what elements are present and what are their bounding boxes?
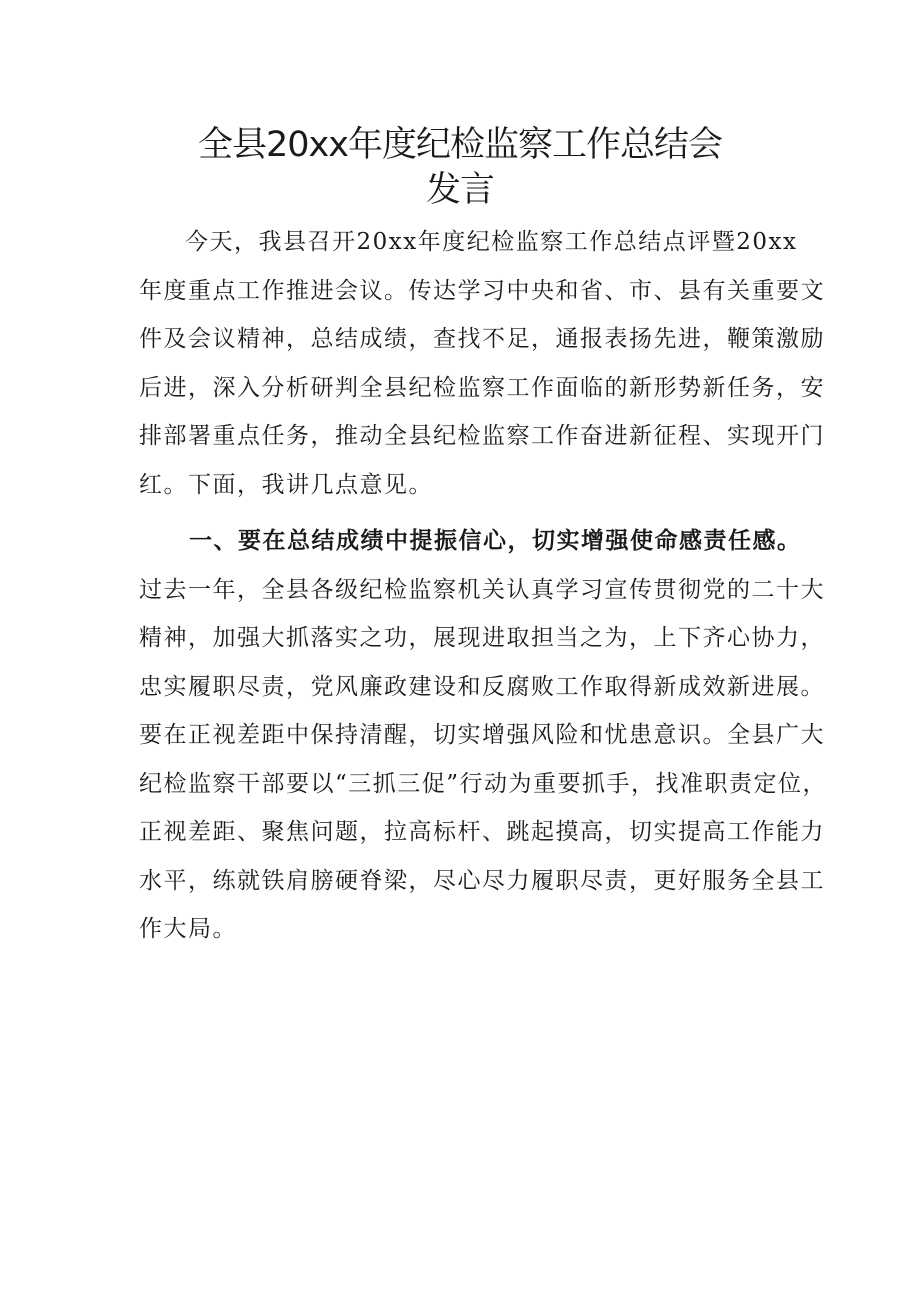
section-1-line: 作大局。 [139, 916, 237, 942]
section-1-line: 水平，练就铁肩膀硬脊梁，尽心尽力履职尽责，更好服务全县工 [139, 867, 825, 894]
section-1 [139, 517, 828, 954]
document-title-line-2: 发言 [425, 170, 494, 210]
section-1-heading: 一、要在总结成绩中提振信心，切实增强使命感责任感。 [189, 527, 802, 554]
section-1-line: 要在正视差距中保持清醒，切实增强风险和忧患意识。全县广大 [139, 722, 825, 748]
intro-line: 后进，深入分析研判全县纪检监察工作面临的新形势新任务，安 [139, 374, 825, 401]
intro-line: 年度重点工作推进会议。传达学习中央和省、市、县有关重要文 [139, 277, 825, 304]
section-1-line: 纪检监察干部要以“三抓三促”行动为重要抓手，找准职责定位， [139, 770, 828, 797]
section-1-line: 正视差距、聚焦问题，拉高标杆、跳起摸高，切实提高工作能力 [139, 819, 825, 845]
section-1-line: 忠实履职尽责，党风廉政建设和反腐败工作取得新成效新进展。 [139, 673, 825, 700]
section-1-line: 过去一年，全县各级纪检监察机关认真学习宣传贯彻党的二十大 [139, 576, 825, 603]
document-title-line-1: 全县20xx年度纪检监察工作总结会 [198, 125, 722, 165]
intro-paragraph [139, 218, 825, 509]
section-1-line: 精神，加强大抓落实之功，展现进取担当之为，上下齐心协力， [139, 625, 825, 651]
intro-line: 件及会议精神，总结成绩，查找不足，通报表扬先进，鞭策激励 [139, 326, 825, 352]
intro-line: 今天，我县召开20xx年度纪检监察工作总结点评暨20xx [185, 229, 798, 255]
intro-line: 红。下面，我讲几点意见。 [139, 471, 433, 498]
intro-line: 排部署重点任务，推动全县纪检监察工作奋进新征程、实现开门 [139, 423, 825, 449]
